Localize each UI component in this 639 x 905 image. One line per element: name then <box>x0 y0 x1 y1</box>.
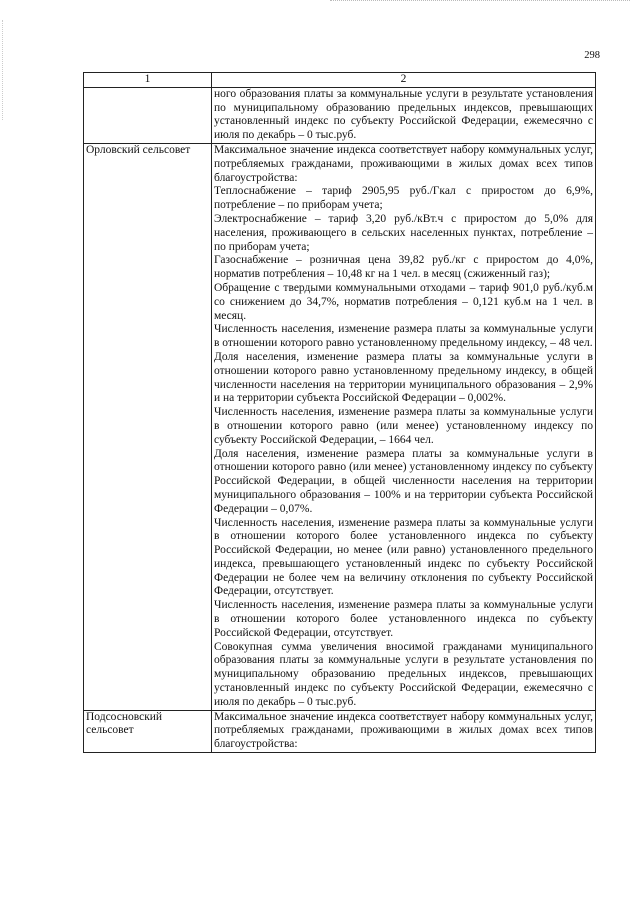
table-row-podsosnovsky <box>84 710 596 752</box>
paragraph: Теплоснабжение – тариф 2905,95 руб./Гкал с приростом до 6,9%, потребление – по приборам учета; <box>214 185 593 212</box>
scan-artifact-top <box>330 0 630 5</box>
paragraph: Численность населения, изменение размера платы за коммунальные услуги в отношении которого более установленного индекса по субъекту Российской Федерации, отсутствует. <box>214 599 593 639</box>
paragraph: Численность населения, изменение размера платы за коммунальные услуги в отношении которого равно установленному предельному индексу, – 48 чел. <box>214 323 593 350</box>
table-header-row <box>84 73 596 88</box>
paragraph: Максимальное значение индекса соответствует набору коммунальных услуг, потребляемых гражданами, проживающими в жилых домах всех типов благоустройства: <box>214 710 593 751</box>
paragraph: Обращение с твердыми коммунальными отходами – тариф 901,0 руб./куб.м со снижением до 34,7%, норматив потребления – 0,121 куб.м на 1 чел. в месяц. <box>214 281 593 322</box>
row-text <box>212 87 596 143</box>
column-header-2: 2 <box>212 73 596 88</box>
table-row-orlovsky <box>84 143 596 710</box>
municipality-name <box>84 87 212 143</box>
row-text <box>212 710 596 752</box>
paragraph: Газоснабжение – розничная цена 39,82 руб./кг с приростом до 4,0%, норматив потребления – 10,48 кг на 1 чел. в месяц (сжиженный газ); <box>214 254 593 281</box>
table-row-continuation <box>84 87 596 143</box>
paragraph: Совокупная сумма увеличения вносимой гражданами муниципального образования платы за коммунальные услуги в результате установления по муниципальному образованию предельных индексов, превышающих установленный индекс по субъекту Российской Федерации, ежемесячно с июля по декабрь – 0 тыс.руб. <box>214 640 593 708</box>
municipality-name: Орловский сельсовет <box>84 143 212 710</box>
paragraph: Доля населения, изменение размера платы за коммунальные услуги в отношении которого равно (или менее) установленному индексу по субъекту Российской Федерации, в общей численности населения на территории муниципального образования – 100% и на территории субъекта Российской Федерации – 0,07%. <box>214 447 593 515</box>
paragraph: Максимальное значение индекса соответствует набору коммунальных услуг, потребляемых гражданами, проживающими в жилых домах всех типов благоустройства: <box>214 143 593 184</box>
paragraph: Численность населения, изменение размера платы за коммунальные услуги в отношении которого более установленного индекса по субъекту Российской Федерации, но менее (или равно) установленного предельного индекса, превышающего установленный индекс по субъекту Российской Федерации не более чем на величину отклонения по субъекту Российской Федерации, отсутствует. <box>214 516 593 598</box>
column-header-1: 1 <box>84 73 212 88</box>
paragraph: Численность населения, изменение размера платы за коммунальные услуги в отношении которого равно (или менее) установленному индексу по субъекту Российской Федерации, – 1664 чел. <box>214 406 593 446</box>
document-table <box>83 72 596 753</box>
row-text <box>212 143 596 710</box>
paragraph: Электроснабжение – тариф 3,20 руб./кВт.ч с приростом до 5,0% для населения, проживающего в сельских населенных пунктах, потребление – по приборам учета; <box>214 212 593 253</box>
paragraph: Доля населения, изменение размера платы за коммунальные услуги в отношении которого равно установленному предельному индексу, в общей численности населения на территории муниципального образования – 2,9% и на территории субъекта Российской Федерации – 0,002%. <box>214 350 593 405</box>
scan-artifact-left <box>2 20 4 120</box>
page-number: 298 <box>584 50 600 61</box>
paragraph: ного образования платы за коммунальные услуги в результате установления по муниципальному образованию предельных индексов, превышающих установленный индекс по субъекту Российской Федерации, ежемесячно с июля по декабрь – 0 тыс.руб. <box>214 87 593 142</box>
municipality-name: Подсосновский сельсовет <box>84 710 212 752</box>
